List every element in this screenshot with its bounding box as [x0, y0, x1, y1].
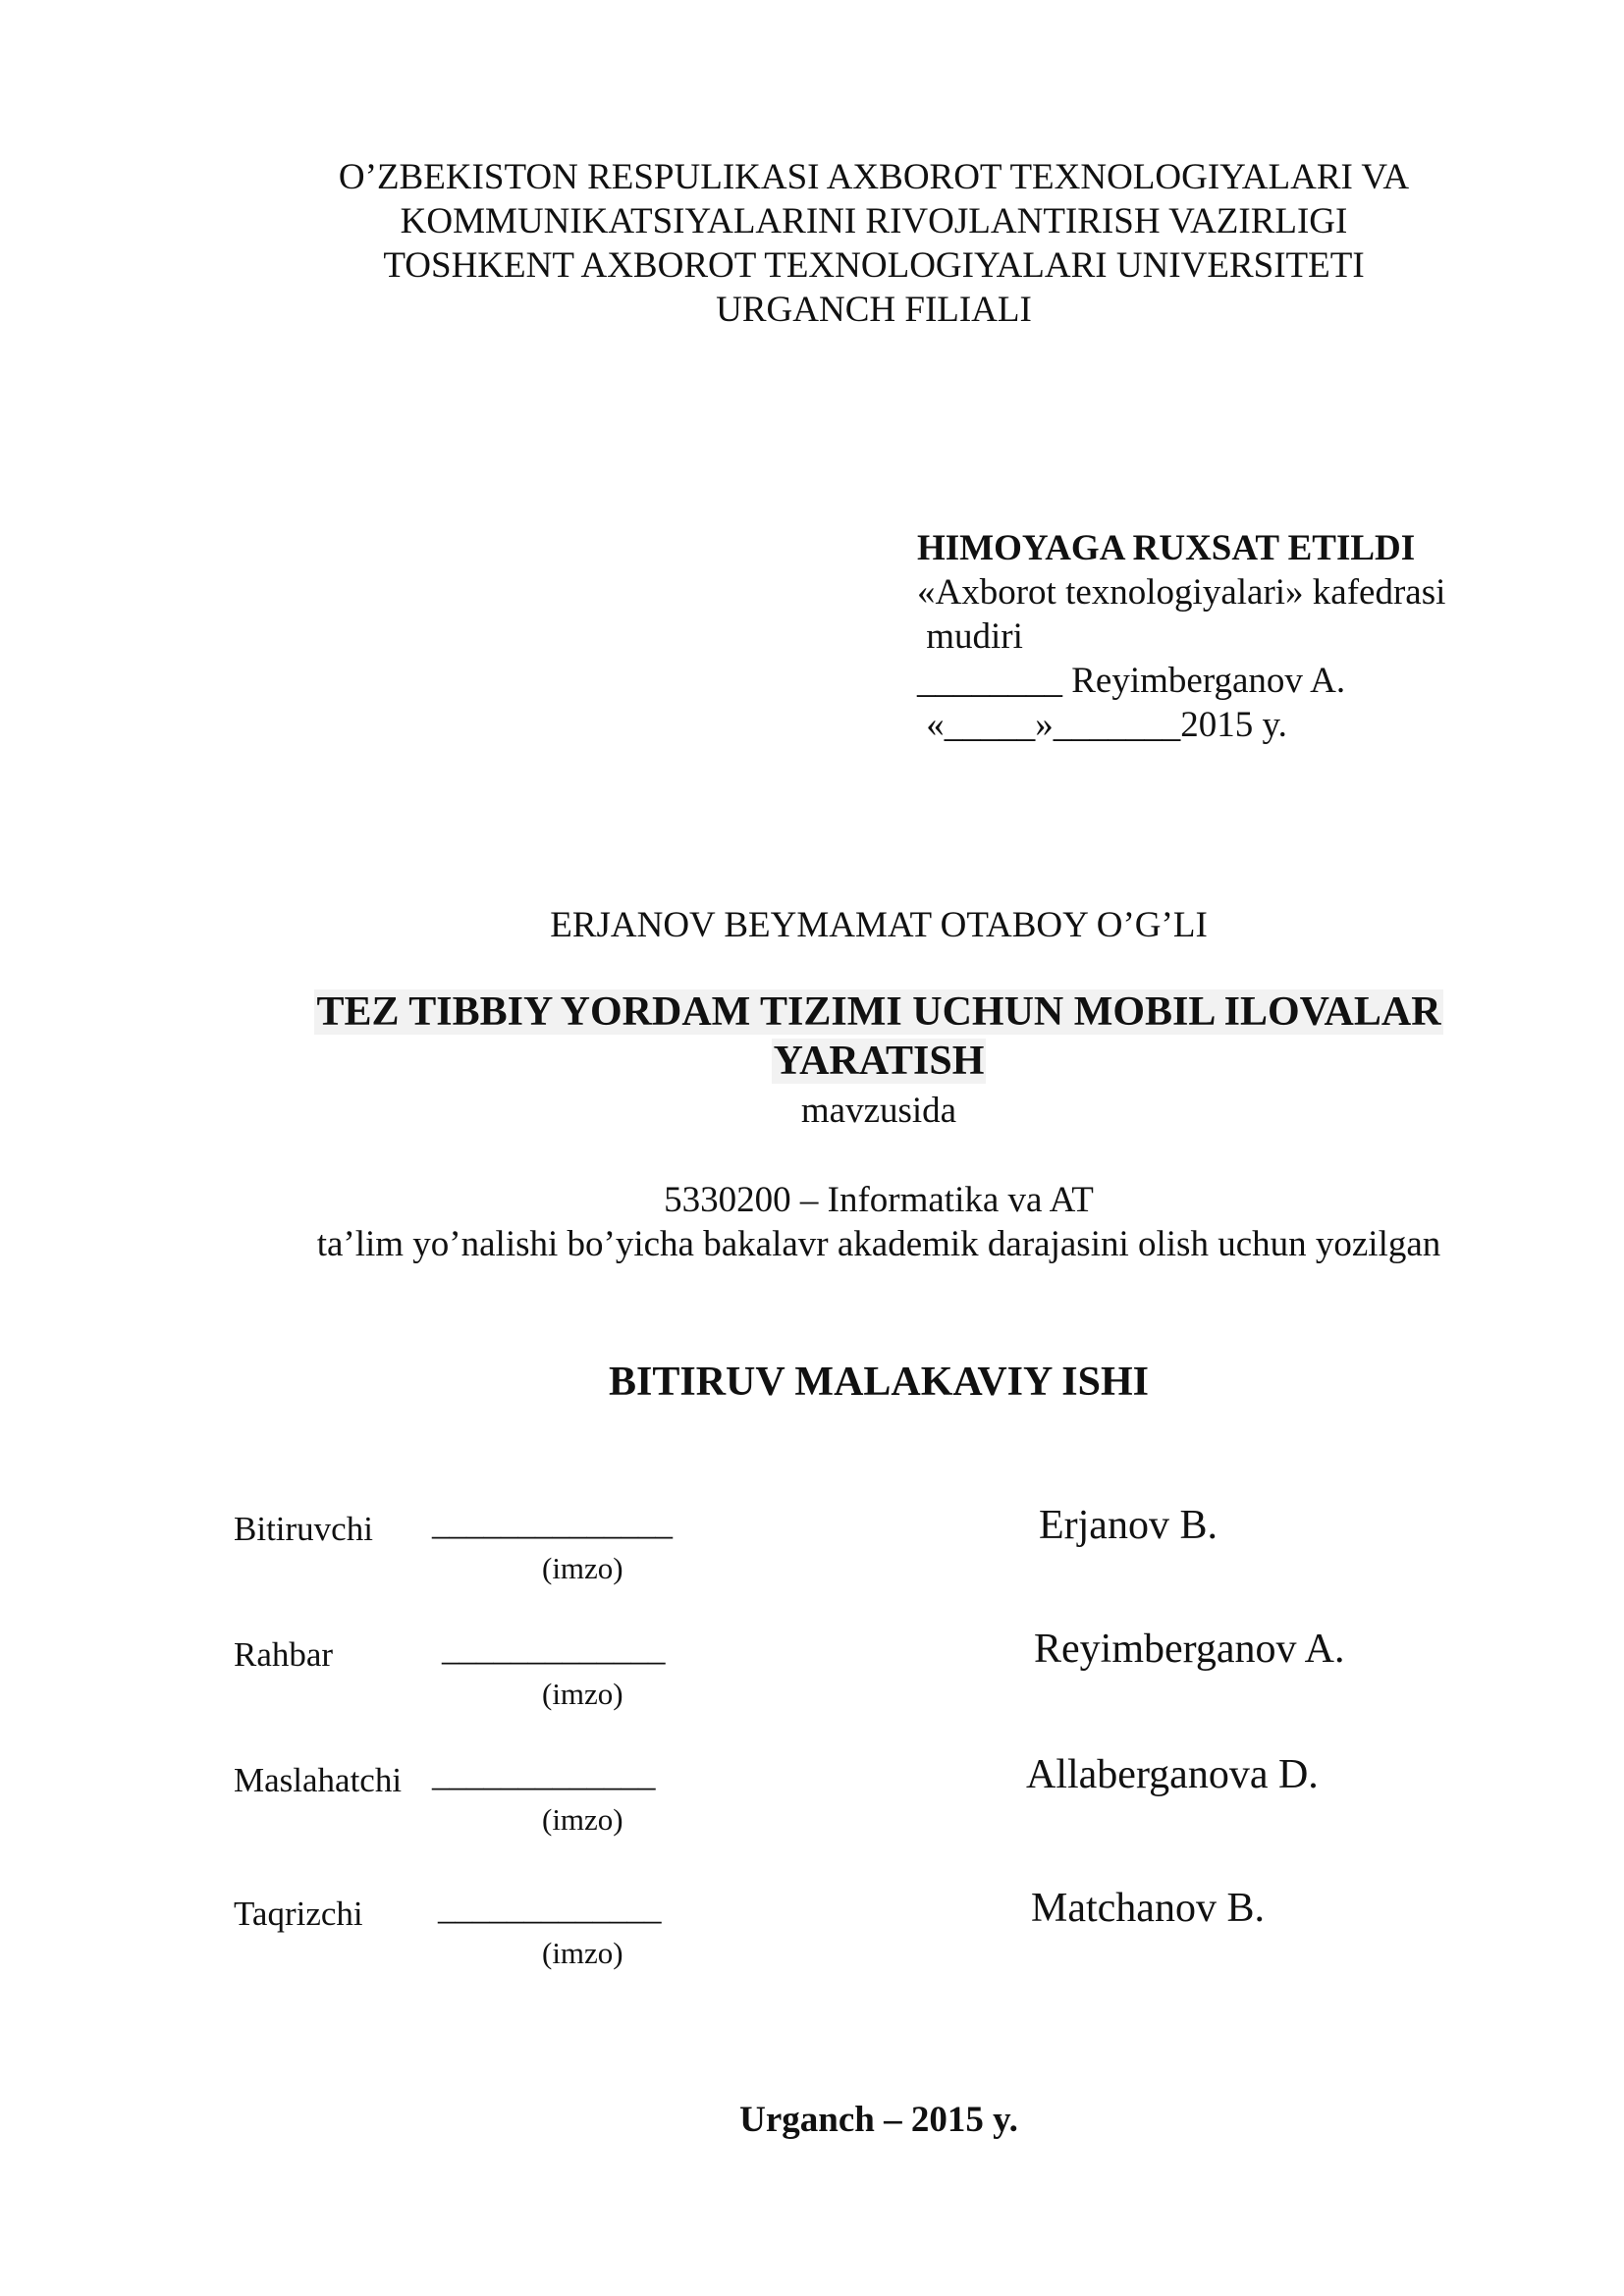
approval-block: [917, 526, 1445, 747]
header-line-ministry-1: O’ZBEKISTON RESPULIKASI AXBOROT TEXNOLOGIYALARI VA: [338, 157, 1410, 197]
signature-person-name: Matchanov B.: [1031, 1886, 1265, 1931]
work-type-heading: BITIRUV MALAKAVIY ISHI: [608, 1360, 1150, 1405]
signature-person-name: Allaberganova D.: [1026, 1752, 1319, 1797]
approval-signature-line: ________ Reyimberganov A.: [917, 661, 1346, 701]
signature-imzo-label: (imzo): [542, 1936, 623, 1970]
signature-person-name: Reyimberganov A.: [1034, 1627, 1345, 1672]
signature-blank: _____________: [438, 1889, 662, 1927]
footer-place-year: Urganch – 2015 y.: [739, 2100, 1018, 2140]
approval-department: «Axborot texnologiyalari» kafedrasi: [917, 572, 1446, 613]
thesis-subtitle: mavzusida: [800, 1091, 957, 1131]
thesis-title-text-2: YARATISH: [773, 1039, 985, 1084]
approval-heading: HIMOYAGA RUXSAT ETILDI: [917, 528, 1416, 568]
signature-role: Rahbar: [234, 1635, 334, 1674]
approval-date-line: «_____»_______2015 y.: [917, 705, 1287, 745]
signature-imzo-label: (imzo): [542, 1677, 623, 1711]
specialty-code: 5330200 – Informatika va AT: [664, 1180, 1094, 1220]
signature-role: Taqrizchi: [234, 1895, 363, 1933]
thesis-title-line-1: [0, 988, 1624, 1037]
signature-imzo-label: (imzo): [542, 1551, 623, 1585]
signature-person-name: Erjanov B.: [1039, 1503, 1218, 1548]
thesis-title-line-2: [0, 1037, 1624, 1086]
header-line-branch: URGANCH FILIALI: [716, 290, 1032, 330]
signature-blank: _____________: [442, 1629, 666, 1668]
signature-blank: ______________: [432, 1504, 673, 1542]
author-name: ERJANOV BEYMAMAT OTABOY O’G’LI: [550, 905, 1208, 945]
signature-blank: _____________: [432, 1755, 656, 1793]
signature-imzo-label: (imzo): [542, 1802, 623, 1837]
approval-position: mudiri: [917, 616, 1023, 657]
thesis-title-text-1: TEZ TIBBIY YORDAM TIZIMI UCHUN MOBIL ILOVALAR: [316, 989, 1441, 1035]
specialty-description: ta’lim yo’nalishi bo’yicha bakalavr akademik darajasini olish uchun yozilgan: [316, 1224, 1441, 1264]
header-line-ministry-2: KOMMUNIKATSIYALARINI RIVOJLANTIRISH VAZIRLIGI: [400, 201, 1348, 241]
signature-role: Maslahatchi: [234, 1761, 403, 1799]
header-line-university: TOSHKENT AXBOROT TEXNOLOGIYALARI UNIVERSITETI: [383, 245, 1365, 286]
signature-role: Bitiruvchi: [234, 1510, 373, 1548]
